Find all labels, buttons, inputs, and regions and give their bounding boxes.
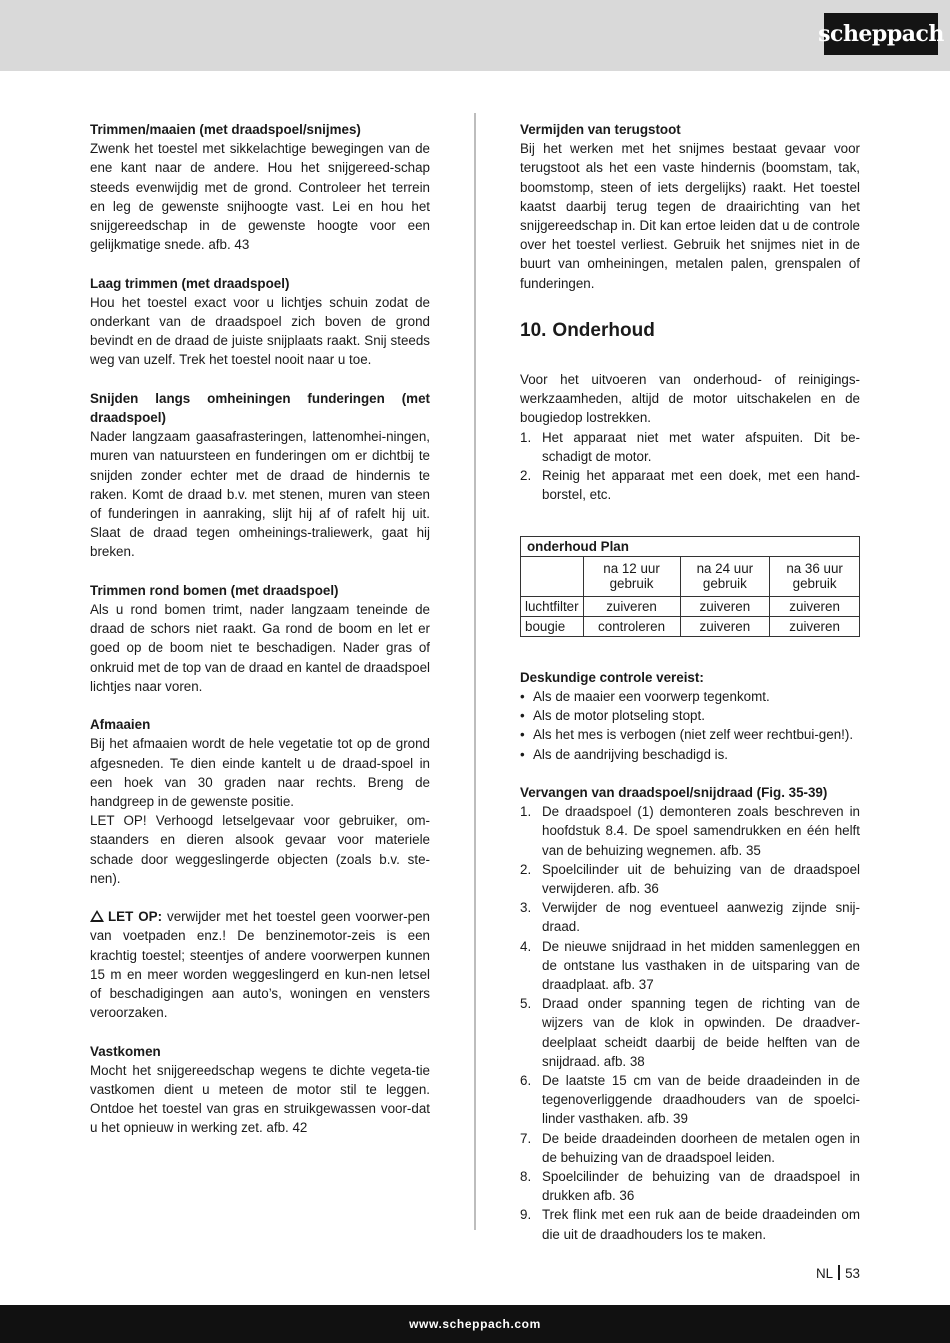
paragraph-bomen: Als u rond bomen trimt, nader langzaam teneinde de draad de schors niet raakt. Ga rond de boom en let er goed op de boom niet te beschadigen. Nader gras of onkruid met de top van de draad en kantel de draadspoel lichtjes naar voren. bbox=[90, 602, 430, 694]
paragraph-terugstoot: Bij het werken met het snijmes bestaat gevaar voor terugstoot als het een vaste hindernis (boomstam, tak, boomstomp, steen of iets dergelijks) raakt. Het toestel kaatst daarbij terug tegen de draairichting van het snijgereedschap in. Dit kan ertoe leiden dat u de controle over het toestel verliest. Gebruik het snijmes niet in de buurt van omheiningen, metalen palen, grenspalen of funderingen. bbox=[520, 141, 860, 291]
table-cell: zuiveren bbox=[583, 596, 680, 616]
paragraph-omheiningen: Nader langzaam gaasafrasteringen, lattenomhei-ningen, muren van natuursteen en funderingen om er dichtbij te snijden zonder echter met de draad de hindernis te raken. Komt de draad b.v. met stenen, muren van steen of funderingen in aanraking, slijt hij af of rafelt hij uit. Slaat de draad tegen omheinings-traliewerk, gaat hij breken. bbox=[90, 429, 430, 560]
paragraph-onderhoud-intro: Voor het uitvoeren van onderhoud- of reinigings-werkzaamheden, altijd de motor uitschakelen en de bougiedop lostrekken. bbox=[520, 372, 860, 426]
left-column bbox=[90, 120, 430, 1138]
heading-laag-trimmen: Laag trimmen (met draadspoel) bbox=[90, 275, 290, 291]
list-item: • Als de maaier een voorwerp tegenkomt. bbox=[520, 689, 770, 705]
page-number-value: 53 bbox=[845, 1266, 860, 1281]
list-item: 2. Spoelcilinder uit de behuizing van de draadspoel verwijderen. afb. 36 bbox=[520, 861, 860, 897]
column-divider bbox=[474, 113, 476, 1230]
table-cell: bougie bbox=[521, 616, 584, 636]
heading-deskundige-controle: Deskundige controle vereist: bbox=[520, 669, 704, 685]
list-item: 2. Reinig het apparaat met een doek, met een hand-borstel, etc. bbox=[520, 468, 860, 503]
list-item: 9. Trek flink met een ruk aan de beide draadeinden om die uit de draadhouders los te maken. bbox=[520, 1207, 860, 1242]
heading-terugstoot: Vermijden van terugstoot bbox=[520, 122, 681, 137]
table-header-cell bbox=[521, 556, 584, 596]
paragraph-afmaaien-warning: LET OP! Verhoogd letselgevaar voor gebruiker, om-staanders en dieren alsook gevaar voor materiele schade door weggeslingerde objecten (zoals b.v. ste-nen). bbox=[90, 813, 430, 886]
heading-omheiningen: Snijden langs omheiningen funderingen (met draadspoel) bbox=[90, 390, 430, 426]
letop-label: LET OP: bbox=[108, 909, 163, 925]
heading-vervangen-draadspoel: Vervangen van draadspoel/snijdraad (Fig. 35-39) bbox=[520, 785, 828, 801]
list-item: 4. De nieuwe snijdraad in het midden samenleggen en de ontstane lus vasthaken in de uitsparing van de draadplaat. afb. 37 bbox=[520, 938, 860, 993]
list-item: • Als het mes is verbogen (niet zelf weer rechtbui-gen!). bbox=[520, 727, 854, 743]
list-item: 5. Draad onder spanning tegen de richting van de wijzers van de klok in opwinden. De draadver-deelplaat scheidt daarbij de beide helften van de snijdraad. afb. 38 bbox=[520, 996, 860, 1069]
letop-warning bbox=[90, 907, 430, 1022]
header-bar bbox=[0, 0, 950, 71]
table-row bbox=[521, 596, 860, 616]
expert-check-list bbox=[520, 687, 860, 764]
brand-logo: scheppach bbox=[824, 13, 938, 55]
paragraph-laag-trimmen: Hou het toestel exact voor u lichtjes schuin zodat de onderkant van de draadspoel zich boven de grond bevindt en de draad de juiste snijplaats raakt. Snij steeds weg van uzelf. Trek het toestel nooit naar u toe. bbox=[90, 294, 430, 368]
table-row bbox=[521, 616, 860, 636]
page-language: NL bbox=[815, 1266, 834, 1281]
section-title-onderhoud bbox=[520, 319, 860, 343]
table-cell: zuiveren bbox=[770, 616, 860, 636]
table-header-cell: na 12 uur gebruik bbox=[583, 556, 680, 596]
heading-afmaaien: Afmaaien bbox=[90, 717, 151, 733]
table-cell: luchtfilter bbox=[521, 596, 584, 616]
section-title-text: Onderhoud bbox=[552, 320, 655, 342]
list-item: 3. Verwijder de nog eventueel aanwezig zijnde snij-draad. bbox=[520, 900, 860, 935]
table-caption: onderhoud Plan bbox=[521, 536, 860, 556]
table-cell: zuiveren bbox=[680, 596, 770, 616]
list-item: • Als de aandrijving beschadigd is. bbox=[520, 746, 729, 762]
list-item: 7. De beide draadeinden doorheen de metalen ogen in de behuizing van de draadspoel leiden. bbox=[520, 1130, 860, 1165]
letop-text: verwijder met het toestel geen voorwer-pen van voetpaden enz.! De benzinemotor-zeis is een krachtig toestel; steentjes of andere voorwerpen kunnen 15 m en meer worden weggeslingerd en kun-nen letsel of beschadigingen aan auto’s, woningen en vensters veroorzaken. bbox=[90, 909, 430, 1021]
list-item: 1. Het apparaat niet met water afspuiten. Dit be-schadigt de motor. bbox=[520, 429, 860, 464]
table-header-cell: na 24 uur gebruik bbox=[680, 556, 770, 596]
paragraph-vastkomen: Mocht het snijgereedschap wegens te dichte vegeta-tie vastkomen dient u meteen de motor stil te leggen. Ontdoe het toestel van gras en struikgewassen voor-dat u het opnieuw in werking zet. afb. 42 bbox=[90, 1062, 430, 1136]
paragraph-trimmen: Zwenk het toestel met sikkelachtige bewegingen van de ene kant naar de andere. Hou het snijgereed-schap steeds evenwijdig met de grond. Controleer het terrein en leg de gewenste snijhoogte vast. Lei en hou het snijgereedschap in de gewenste hoogte voor een gelijkmatige snede. afb. 43 bbox=[90, 141, 430, 253]
table-header-row bbox=[521, 556, 860, 596]
section-number: 10. bbox=[520, 320, 547, 342]
list-item: 1. De draadspoel (1) demonteren zoals beschreven in hoofdstuk 8.4. De spoel samendrukken en één helft van de behuizing wegnemen. afb. 35 bbox=[520, 804, 860, 858]
footer-bar bbox=[0, 1305, 950, 1343]
heading-vastkomen: Vastkomen bbox=[90, 1043, 161, 1059]
list-item: • Als de motor plotseling stopt. bbox=[520, 708, 705, 724]
table-cell: controleren bbox=[583, 616, 680, 636]
page-number bbox=[816, 1265, 860, 1281]
list-item: 6. De laatste 15 cm van de beide draadeinden in de tegenoverliggende draadhouders van de spoelci-linder vasthaken. afb. 39 bbox=[520, 1073, 860, 1127]
table-header-cell: na 36 uur gebruik bbox=[770, 556, 860, 596]
right-column bbox=[520, 120, 860, 1244]
table-cell: zuiveren bbox=[680, 616, 770, 636]
table-cell: zuiveren bbox=[770, 596, 860, 616]
paragraph-afmaaien: Bij het afmaaien wordt de hele vegetatie tot op de grond afgesneden. Te dien einde kantelt u de draad-spoel in een hoek van 30 graden naar rechts. Breng de handgreep in de gewenste positie. bbox=[90, 736, 430, 810]
list-item: 8. Spoelcilinder de behuizing van de draadspoel in drukken afb. 36 bbox=[520, 1169, 860, 1204]
warning-triangle-icon bbox=[90, 910, 104, 922]
maintenance-list bbox=[520, 428, 860, 505]
replace-steps-list bbox=[520, 802, 860, 1244]
heading-bomen: Trimmen rond bomen (met draadspoel) bbox=[90, 582, 339, 598]
heading-trimmen: Trimmen/maaien (met draadspoel/snijmes) bbox=[90, 122, 361, 137]
maintenance-plan-table bbox=[520, 536, 860, 637]
footer-url[interactable]: www.scheppach.com bbox=[409, 1317, 541, 1331]
